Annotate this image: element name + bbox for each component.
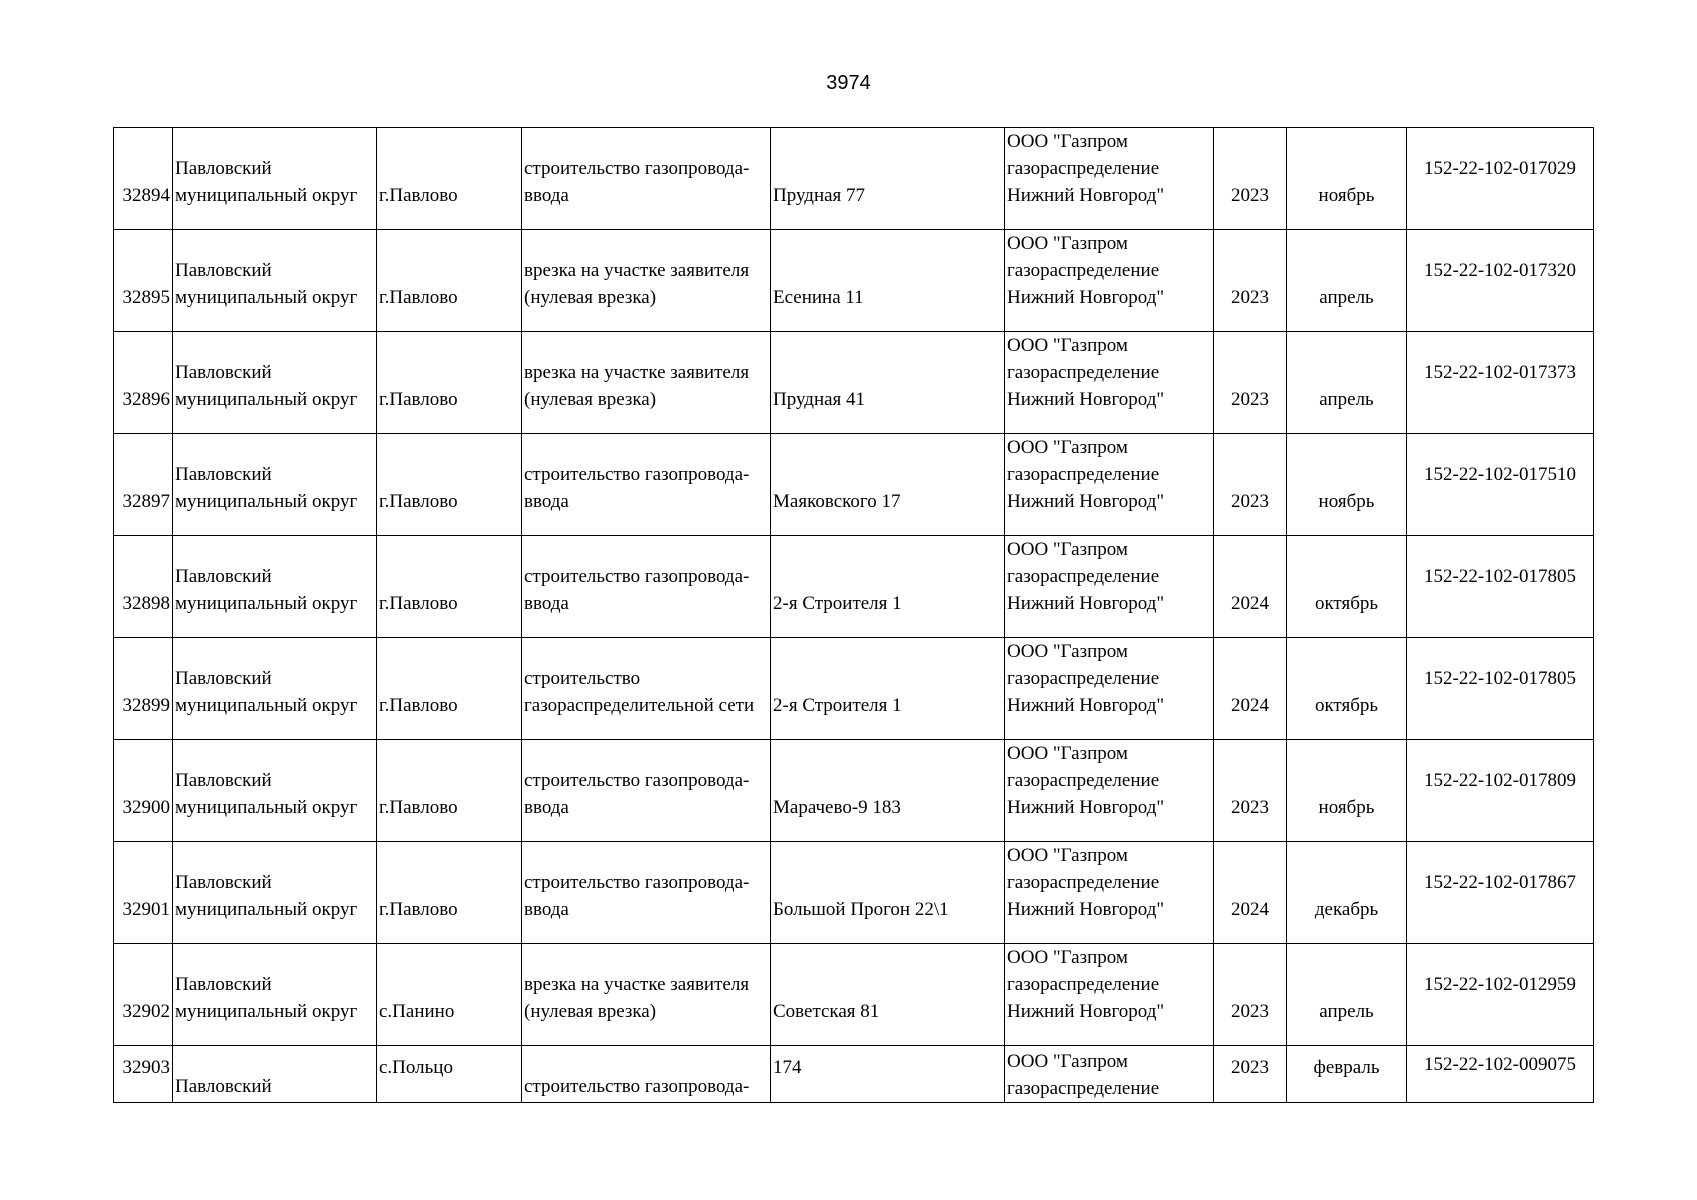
town-cell: г.Павлово xyxy=(377,740,522,842)
district-line: Павловский xyxy=(175,770,272,791)
work-type-line: (нулевая врезка) xyxy=(524,1001,657,1022)
organization-cell xyxy=(1005,638,1214,740)
organization-line: газораспределение xyxy=(1007,668,1160,689)
work-type-line: врезка на участке заявителя xyxy=(524,260,750,281)
month-cell: ноябрь xyxy=(1287,128,1407,230)
table-row xyxy=(114,536,1594,638)
year-cell: 2024 xyxy=(1214,842,1287,944)
district-line: Павловский xyxy=(175,668,272,689)
organization-cell xyxy=(1005,740,1214,842)
row-number: 32901 xyxy=(114,842,173,944)
table-row xyxy=(114,842,1594,944)
district-cell xyxy=(173,128,377,230)
district-line: муниципальный округ xyxy=(175,185,358,206)
row-number: 32903 xyxy=(114,1046,173,1103)
work-type-cell xyxy=(522,1046,771,1103)
district-line: муниципальный округ xyxy=(175,593,358,614)
organization-cell xyxy=(1005,230,1214,332)
district-line: Павловский xyxy=(175,362,272,383)
address-cell: 174 xyxy=(771,1046,1005,1103)
town-cell: г.Павлово xyxy=(377,230,522,332)
organization-line: Нижний Новгород" xyxy=(1007,1001,1165,1022)
organization-line: ООО "Газпром xyxy=(1007,743,1128,764)
organization-line: ООО "Газпром xyxy=(1007,641,1128,662)
organization-cell xyxy=(1005,536,1214,638)
year-cell: 2023 xyxy=(1214,230,1287,332)
organization-cell xyxy=(1005,944,1214,1046)
district-line: муниципальный округ xyxy=(175,899,358,920)
organization-line: ООО "Газпром xyxy=(1007,845,1128,866)
organization-cell xyxy=(1005,332,1214,434)
organization-line: Нижний Новгород" xyxy=(1007,797,1165,818)
organization-cell xyxy=(1005,842,1214,944)
town-cell: г.Павлово xyxy=(377,842,522,944)
district-line: муниципальный округ xyxy=(175,1001,358,1022)
month-cell: апрель xyxy=(1287,230,1407,332)
organization-line: газораспределение xyxy=(1007,974,1160,995)
organization-line: Нижний Новгород" xyxy=(1007,287,1165,308)
work-type-line: (нулевая врезка) xyxy=(524,287,657,308)
work-type-line: ввода xyxy=(524,185,569,206)
month-cell: декабрь xyxy=(1287,842,1407,944)
row-number: 32898 xyxy=(114,536,173,638)
address-cell: Советская 81 xyxy=(771,944,1005,1046)
month-cell: апрель xyxy=(1287,332,1407,434)
month-cell: октябрь xyxy=(1287,536,1407,638)
district-line: Павловский xyxy=(175,872,272,893)
district-cell xyxy=(173,944,377,1046)
code-cell: 152-22-102-012959 xyxy=(1407,944,1594,1046)
address-cell: Есенина 11 xyxy=(771,230,1005,332)
year-cell: 2023 xyxy=(1214,128,1287,230)
work-type-line: строительство газопровода- xyxy=(524,158,750,179)
row-number: 32897 xyxy=(114,434,173,536)
work-type-cell xyxy=(522,536,771,638)
work-type-cell xyxy=(522,842,771,944)
organization-line: Нижний Новгород" xyxy=(1007,593,1165,614)
work-type-line: ввода xyxy=(524,593,569,614)
district-line: муниципальный округ xyxy=(175,287,358,308)
organization-line: газораспределение xyxy=(1007,770,1160,791)
town-cell: г.Павлово xyxy=(377,638,522,740)
row-number: 32900 xyxy=(114,740,173,842)
code-cell: 152-22-102-009075 xyxy=(1407,1046,1594,1103)
town-cell: г.Павлово xyxy=(377,128,522,230)
district-line: Павловский xyxy=(175,974,272,995)
organization-line: ООО "Газпром xyxy=(1007,131,1128,152)
year-cell: 2023 xyxy=(1214,944,1287,1046)
work-type-line: врезка на участке заявителя xyxy=(524,974,750,995)
district-cell xyxy=(173,230,377,332)
address-cell: 2-я Строителя 1 xyxy=(771,536,1005,638)
year-cell: 2024 xyxy=(1214,638,1287,740)
code-cell: 152-22-102-017867 xyxy=(1407,842,1594,944)
work-type-cell xyxy=(522,740,771,842)
table-body xyxy=(114,128,1594,1103)
organization-line: газораспределение xyxy=(1007,158,1160,179)
town-cell: г.Павлово xyxy=(377,434,522,536)
work-type-line: ввода xyxy=(524,797,569,818)
page-number: 3974 xyxy=(826,72,871,94)
address-cell: Маяковского 17 xyxy=(771,434,1005,536)
organization-line: ООО "Газпром xyxy=(1007,539,1128,560)
district-line: муниципальный округ xyxy=(175,797,358,818)
work-type-line: строительство газопровода- xyxy=(524,566,750,587)
district-cell xyxy=(173,638,377,740)
month-cell: октябрь xyxy=(1287,638,1407,740)
district-line: Павловский xyxy=(175,464,272,485)
table-row xyxy=(114,740,1594,842)
organization-line: ООО "Газпром xyxy=(1007,947,1128,968)
year-cell: 2023 xyxy=(1214,332,1287,434)
town-cell: с.Панино xyxy=(377,944,522,1046)
work-type-line: строительство xyxy=(524,668,641,689)
district-line: муниципальный округ xyxy=(175,491,358,512)
work-type-cell xyxy=(522,944,771,1046)
table-row xyxy=(114,638,1594,740)
district-line: муниципальный округ xyxy=(175,695,358,716)
year-cell: 2023 xyxy=(1214,434,1287,536)
district-line: Павловский xyxy=(175,1076,272,1097)
organization-line: ООО "Газпром xyxy=(1007,1051,1128,1072)
organization-cell xyxy=(1005,128,1214,230)
work-type-line: ввода xyxy=(524,491,569,512)
code-cell: 152-22-102-017029 xyxy=(1407,128,1594,230)
district-cell xyxy=(173,536,377,638)
code-cell: 152-22-102-017809 xyxy=(1407,740,1594,842)
month-cell: апрель xyxy=(1287,944,1407,1046)
row-number: 32902 xyxy=(114,944,173,1046)
row-number: 32899 xyxy=(114,638,173,740)
table-row xyxy=(114,332,1594,434)
district-cell xyxy=(173,842,377,944)
table-row xyxy=(114,944,1594,1046)
work-type-cell xyxy=(522,638,771,740)
address-cell: Марачево-9 183 xyxy=(771,740,1005,842)
code-cell: 152-22-102-017805 xyxy=(1407,536,1594,638)
month-cell: февраль xyxy=(1287,1046,1407,1103)
code-cell: 152-22-102-017510 xyxy=(1407,434,1594,536)
table-row xyxy=(114,434,1594,536)
organization-line: газораспределение xyxy=(1007,872,1160,893)
district-cell xyxy=(173,434,377,536)
month-cell: ноябрь xyxy=(1287,740,1407,842)
row-number: 32896 xyxy=(114,332,173,434)
year-cell: 2024 xyxy=(1214,536,1287,638)
organization-line: Нижний Новгород" xyxy=(1007,899,1165,920)
district-line: Павловский xyxy=(175,260,272,281)
town-cell: г.Павлово xyxy=(377,536,522,638)
district-cell xyxy=(173,740,377,842)
organization-line: газораспределение xyxy=(1007,464,1160,485)
district-line: Павловский xyxy=(175,566,272,587)
organization-line: Нижний Новгород" xyxy=(1007,185,1165,206)
work-type-line: ввода xyxy=(524,899,569,920)
organization-line: газораспределение xyxy=(1007,362,1160,383)
town-cell: с.Польцо xyxy=(377,1046,522,1103)
work-type-line: строительство газопровода- xyxy=(524,1076,750,1097)
organization-cell xyxy=(1005,434,1214,536)
year-cell: 2023 xyxy=(1214,1046,1287,1103)
code-cell: 152-22-102-017320 xyxy=(1407,230,1594,332)
district-cell xyxy=(173,332,377,434)
year-cell: 2023 xyxy=(1214,740,1287,842)
row-number: 32895 xyxy=(114,230,173,332)
registry-table xyxy=(113,127,1594,1103)
organization-cell xyxy=(1005,1046,1214,1103)
work-type-cell xyxy=(522,332,771,434)
work-type-line: строительство газопровода- xyxy=(524,770,750,791)
address-cell: Прудная 41 xyxy=(771,332,1005,434)
district-line: Павловский xyxy=(175,158,272,179)
district-cell xyxy=(173,1046,377,1103)
work-type-line: газораспределительной сети xyxy=(524,695,755,716)
code-cell: 152-22-102-017373 xyxy=(1407,332,1594,434)
organization-line: газораспределение xyxy=(1007,260,1160,281)
work-type-cell xyxy=(522,128,771,230)
organization-line: Нижний Новгород" xyxy=(1007,491,1165,512)
row-number: 32894 xyxy=(114,128,173,230)
organization-line: ООО "Газпром xyxy=(1007,335,1128,356)
organization-line: Нижний Новгород" xyxy=(1007,695,1165,716)
work-type-line: строительство газопровода- xyxy=(524,872,750,893)
district-line: муниципальный округ xyxy=(175,389,358,410)
table-row xyxy=(114,128,1594,230)
work-type-line: (нулевая врезка) xyxy=(524,389,657,410)
organization-line: газораспределение xyxy=(1007,1078,1160,1099)
work-type-line: строительство газопровода- xyxy=(524,464,750,485)
work-type-line: врезка на участке заявителя xyxy=(524,362,750,383)
address-cell: Большой Прогон 22\1 xyxy=(771,842,1005,944)
organization-line: Нижний Новгород" xyxy=(1007,389,1165,410)
month-cell: ноябрь xyxy=(1287,434,1407,536)
table-row xyxy=(114,1046,1594,1103)
town-cell: г.Павлово xyxy=(377,332,522,434)
organization-line: ООО "Газпром xyxy=(1007,437,1128,458)
work-type-cell xyxy=(522,230,771,332)
code-cell: 152-22-102-017805 xyxy=(1407,638,1594,740)
table-row xyxy=(114,230,1594,332)
work-type-cell xyxy=(522,434,771,536)
organization-line: ООО "Газпром xyxy=(1007,233,1128,254)
address-cell: Прудная 77 xyxy=(771,128,1005,230)
address-cell: 2-я Строителя 1 xyxy=(771,638,1005,740)
organization-line: газораспределение xyxy=(1007,566,1160,587)
